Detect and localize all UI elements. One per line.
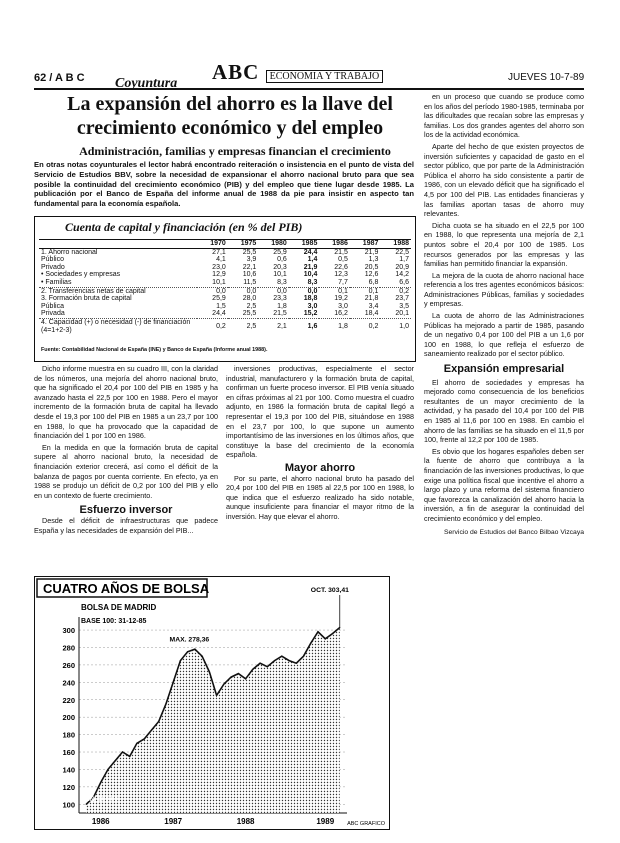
paragraph: Dicho informe muestra en su cuadro III, con la claridad de los números, una mejoría del ahorro nacional bruto, que ha significado el 20,4 por 100 del PIB en 1985 y ha avanzado hasta el 22,5 por 100 en 1988. Pero el mayor incremento de la formación bruta de capital ha llevado desde el 19,3 por 100 del PIB en 1985 a un 23,7 por 100 en 1988, lo que ha provocado que la capacidad de financiación del 1 por 100 en 1986. xyxy=(34,364,218,441)
column-1 xyxy=(34,364,218,537)
paragraph: En la medida en que la formación bruta de capital supere al ahorro nacional bruto, la necesidad de financiación exterior crecerá, así como el déficit de la balanza de pagos por cuenta corriente. En efecto, ya en 1988 se produjo un déficit de 0,2 por 100 del PIB y ello en un contexto de fuerte crecimiento. xyxy=(34,442,218,500)
paragraph: La mejora de la cuota de ahorro nacional hace referencia a los tres agentes económicos básicos: Administraciones Públicas, familias y sociedades y empresas. xyxy=(424,270,584,309)
row-label: Público xyxy=(41,256,64,264)
paragraph: inversiones productivas, especialmente el sector industrial, manufacturero y la formación bruta de capital, confirman un fuerte proceso inversor. El PIB venía situado en cifras próximas al 21 por 100. Como muestra el cuadro adjunto, en 1986 la formación bruta de capital llegó a representar el 19,3 por 100 del PIB, situándose en 1988 en el 23,7 por 100, lo que supone un aumento importantísimo de las inversiones en los últimos años, que constituye la base del crecimiento de la economía española. xyxy=(226,364,414,460)
data-point xyxy=(151,730,152,731)
cell-value: 1,0 xyxy=(399,322,409,330)
cell-value: 23,7 xyxy=(395,295,409,303)
data-point xyxy=(122,751,123,752)
row-label: 4. Capacidad (+) o necesidad (-) de financiación (4=1+2-3) xyxy=(41,318,191,334)
chart-title: CUATRO AÑOS DE BOLSA xyxy=(43,581,210,596)
data-table xyxy=(39,239,411,334)
current-annotation: OCT. 303,41 xyxy=(310,587,349,594)
table-row xyxy=(39,287,411,295)
cell-value: 22,1 xyxy=(242,263,257,271)
cell-value: 1,8 xyxy=(277,302,287,310)
data-point xyxy=(209,671,210,672)
cell-value: 10,6 xyxy=(242,271,257,279)
cell-value: 0,1 xyxy=(368,287,379,295)
cell-value: 2,1 xyxy=(277,322,287,330)
cell-value: 15,2 xyxy=(303,310,318,318)
cell-value: 23,0 xyxy=(212,263,226,271)
table-title: Cuenta de capital y financiación (en % del PIB) xyxy=(65,220,303,234)
data-point xyxy=(274,660,275,661)
data-point xyxy=(252,669,253,670)
cell-value: 14,2 xyxy=(395,271,409,279)
cell-value: 22,5 xyxy=(395,248,409,256)
table-row xyxy=(39,271,411,279)
cell-value: 3,0 xyxy=(307,302,318,310)
cell-value: 23,3 xyxy=(273,295,287,303)
y-tick-label: 180 xyxy=(62,730,75,740)
data-point xyxy=(231,677,232,678)
y-tick-label: 200 xyxy=(62,713,75,723)
cell-value: 3,5 xyxy=(399,302,409,310)
table-row xyxy=(39,310,411,318)
data-point xyxy=(107,769,108,770)
year-header: 1987 xyxy=(350,240,381,249)
cell-value: 12,9 xyxy=(212,271,226,279)
cell-value: 0,5 xyxy=(338,256,348,264)
max-annotation: MAX. 278,36 xyxy=(169,636,210,644)
cell-value: 10,1 xyxy=(212,278,226,286)
cell-value: 22,6 xyxy=(334,263,348,271)
cell-value: 21,9 xyxy=(303,263,318,271)
chart-base-note: BASE 100: 31-12-85 xyxy=(81,618,147,625)
data-point xyxy=(245,678,246,679)
data-point xyxy=(115,760,116,761)
cell-value: 7,7 xyxy=(338,278,348,286)
data-point xyxy=(202,656,203,657)
chart-credit: ABC GRAFICO xyxy=(347,821,385,827)
cell-value: 18,8 xyxy=(303,295,318,303)
cell-value: 25,9 xyxy=(273,248,287,256)
data-point xyxy=(281,656,282,657)
cell-value: 11,5 xyxy=(243,278,257,286)
cell-value: 21,8 xyxy=(364,295,379,303)
year-header: 1975 xyxy=(228,240,259,249)
cell-value: 1,4 xyxy=(307,256,318,264)
year-header: 1988 xyxy=(380,240,411,249)
table-row xyxy=(39,256,411,264)
year-header: 1985 xyxy=(289,240,320,249)
cell-value: 10,4 xyxy=(303,271,318,279)
cell-value: 21,5 xyxy=(273,310,287,318)
cell-value: 19,2 xyxy=(334,295,348,303)
data-point xyxy=(332,633,333,634)
subhead-esfuerzo: Esfuerzo inversor xyxy=(79,504,173,517)
data-point xyxy=(100,782,101,783)
min-annotation: MIN. 100,00 xyxy=(82,795,119,803)
cell-value: 21,9 xyxy=(364,248,379,256)
table-row xyxy=(39,264,411,272)
cell-value: 0,0 xyxy=(216,287,226,295)
data-point xyxy=(238,673,239,674)
section-label: Coyuntura xyxy=(115,76,178,91)
data-point xyxy=(129,756,130,757)
cell-value: 0,1 xyxy=(338,287,348,295)
cell-value: 8,3 xyxy=(277,278,287,286)
cell-value: 0,6 xyxy=(277,256,287,264)
data-point xyxy=(296,663,297,664)
paragraph: La cuota de ahorro de las Administraciones Públicas ha mejorado a partir de 1985, pasando de un negativo 0,4 por 100 del PIB a un 1,6 por 100 en 1988, lo que refleja el esfuerzo de saneamiento realizado por el sector público. xyxy=(424,311,584,359)
article-lead: En otras notas coyunturales el lector habrá encontrado reiteración o insistencia en el punto de vista del Servicio de Estudios BBV, sobre la necesidad de expansionar el ahorro nacional bruto para que sea posible la continuidad del crecimiento económico (PIB) y del empleo que tiene lugar desde 1985. La publicación por el Banco de España del informe anual de 1988 da pie para insistir en aspecto tan fundamental para la economía española. xyxy=(34,160,414,209)
logo-text: ABC xyxy=(212,60,260,84)
issue-date: JUEVES 10-7-89 xyxy=(508,72,585,83)
data-point xyxy=(259,663,260,664)
signature: Servicio de Estudios del Banco Bilbao Vizcaya xyxy=(443,528,584,536)
paragraph: Desde el déficit de infraestructuras que padece España y las necesidades de expansión del PIB... xyxy=(34,515,218,535)
row-label: 2. Transferencias netas de capital xyxy=(41,287,146,295)
cell-value: 6,6 xyxy=(399,278,409,286)
paragraph: Aparte del hecho de que existen proyectos de inversión suficientes y capacidad de gasto en el sector público, que por parte de la Administración Pública el ahorro ha sido consistente a partir de 1986, con un elevado déficit que ha significado el 4,5 por 100 del PIB. Las entidades financieras y las familias aportan tasas de ahorro muy relevantes. xyxy=(424,141,584,219)
column-3 xyxy=(424,92,584,832)
chart-subtitle: BOLSA DE MADRID xyxy=(81,603,157,612)
y-tick-label: 300 xyxy=(62,626,75,636)
cell-value: 21,5 xyxy=(334,248,348,256)
data-point xyxy=(310,643,311,644)
cell-value: 1,7 xyxy=(399,256,409,264)
row-label: Privada xyxy=(41,310,65,318)
cell-value: 0,0 xyxy=(307,287,318,295)
cell-value: 25,5 xyxy=(242,310,257,318)
cell-value: 27,1 xyxy=(212,248,226,256)
x-tick-label: 1986 xyxy=(91,817,110,826)
row-label: 3. Formación bruta de capital xyxy=(41,295,132,303)
cell-value: 24,4 xyxy=(303,248,318,256)
cell-value: 25,9 xyxy=(212,295,226,303)
cell-value: 20,5 xyxy=(364,263,379,271)
logo-tag: ECONOMIA Y TRABAJO xyxy=(266,70,384,83)
table-row xyxy=(39,295,411,303)
data-point xyxy=(194,649,195,650)
cell-value: 1,3 xyxy=(368,256,379,264)
data-point xyxy=(317,631,318,632)
data-point xyxy=(325,638,326,639)
y-tick-label: 160 xyxy=(62,748,75,758)
cell-value: 2,5 xyxy=(246,302,257,310)
data-point xyxy=(165,704,166,705)
cell-value: 3,0 xyxy=(338,302,348,310)
data-point xyxy=(173,682,174,683)
cell-value: 12,3 xyxy=(334,271,348,279)
cell-value: 0,0 xyxy=(277,287,287,295)
article-title: La expansión del ahorro es la llave del crecimiento económico y del empleo xyxy=(67,93,393,139)
data-point xyxy=(303,656,304,657)
row-label: Pública xyxy=(41,302,64,310)
cell-value: 16,2 xyxy=(334,310,348,318)
stock-chart xyxy=(34,576,390,830)
cell-value: 1,8 xyxy=(338,322,348,330)
cell-value: 0,2 xyxy=(399,287,409,295)
article-subtitle: Administración, familias y empresas financian el crecimiento xyxy=(79,144,391,158)
cell-value: 18,4 xyxy=(364,310,379,318)
cell-value: 1,6 xyxy=(307,322,318,330)
cell-value: 12,6 xyxy=(364,271,379,279)
data-point xyxy=(136,743,137,744)
paragraph: Es obvio que los hogares españoles deben ser la fuente de ahorro que contribuya a la financiación de las inversiones productivas, lo que exige una política fiscal que incentive el ahorro a largo plazo y una reforma del sistema financiero que favorezca la canalización del ahorro hacia la inversión, a fin de asegurar la continuidad del crecimiento económico y del empleo. xyxy=(424,446,584,523)
x-tick-label: 1987 xyxy=(164,817,183,826)
cell-value: 28,0 xyxy=(242,295,257,303)
chart-svg xyxy=(35,577,389,829)
cell-value: 2,5 xyxy=(246,322,257,330)
cell-value: 0,0 xyxy=(246,287,257,295)
x-tick-label: 1989 xyxy=(316,817,335,826)
cell-value: 1,5 xyxy=(216,302,226,310)
table-row xyxy=(39,303,411,311)
cell-value: 10,1 xyxy=(273,271,287,279)
data-point xyxy=(223,683,224,684)
y-tick-label: 260 xyxy=(62,660,75,670)
row-label: Privado xyxy=(41,263,65,271)
cell-value: 0,2 xyxy=(216,322,226,330)
cell-value: 20,1 xyxy=(395,310,409,318)
cell-value: 20,9 xyxy=(395,263,409,271)
data-point xyxy=(267,666,268,667)
table-header-row xyxy=(39,240,411,249)
cell-value: 24,4 xyxy=(212,310,226,318)
data-point xyxy=(216,695,217,696)
cell-value: 8,3 xyxy=(307,278,318,286)
table-row xyxy=(39,279,411,287)
table-row xyxy=(39,318,411,334)
y-tick-label: 140 xyxy=(62,765,75,775)
table-header-label xyxy=(39,240,197,249)
table-source: Fuente: Contabilidad Nacional de España (INE) y Banco de España (Informe anual 1988). xyxy=(41,347,268,353)
series-area xyxy=(86,628,340,814)
table-row xyxy=(39,248,411,256)
data-point xyxy=(144,738,145,739)
page-number: 62 / A B C xyxy=(34,72,85,84)
year-header: 1970 xyxy=(197,240,228,249)
subhead-mayor-ahorro: Mayor ahorro xyxy=(284,461,356,474)
cell-value: 3,4 xyxy=(368,302,379,310)
paragraph: en un proceso que cuando se produce como en los años del período 1980-1985, terminaba por las dificultades que recaían sobre las empresas y familias. Los dos grandes agentes del ahorro son los de la actividad económica. xyxy=(424,92,584,140)
masthead-logo xyxy=(212,60,383,85)
y-tick-label: 240 xyxy=(62,678,75,688)
cell-value: 0,2 xyxy=(368,322,379,330)
cell-value: 6,8 xyxy=(368,278,379,286)
column-2 xyxy=(226,364,414,524)
cell-value: 20,3 xyxy=(273,263,287,271)
row-label: 1. Ahorro nacional xyxy=(41,248,98,256)
data-point xyxy=(180,660,181,661)
x-tick-label: 1988 xyxy=(236,817,255,826)
data-point xyxy=(288,660,289,661)
subhead-expansion: Expansión empresarial xyxy=(443,363,565,376)
paragraph: El ahorro de sociedades y empresas ha mejorado como consecuencia de los beneficios resultantes de un mayor crecimiento de la actividad, y ha pasado del 10,4 por 100 del PIB en 1985 al 11,6 por 100 en 1988. En cambio el ahorro de las familias se ha situado en el 11,5 por 100, frente al 12,2 por 100 de 1985. xyxy=(424,377,584,445)
paragraph: Dicha cuota se ha situado en el 22,5 por 100 en 1988, lo que representa una mejoría de 2,1 puntos sobre el 20,4 por 100 de 1985. Los recursos generados por las empresas y las familias han permitido financiar la expansión. xyxy=(424,220,584,269)
y-tick-label: 280 xyxy=(62,643,75,653)
cell-value: 4,1 xyxy=(216,256,226,264)
paragraph: Por su parte, el ahorro nacional bruto ha pasado del 20,4 por 100 del PIB en 1985 al 22,5 por 100 en 1988, lo que indica que el esfuerzo realizado ha sido notable, aunque insuficiente para financiar el mayor ritmo de la inversión. Hay que elevar el ahorro. xyxy=(226,473,414,521)
data-point xyxy=(187,651,188,652)
data-point xyxy=(86,804,87,805)
cell-value: 3,9 xyxy=(246,256,257,264)
row-label: • Familias xyxy=(41,278,72,286)
row-label: • Sociedades y empresas xyxy=(41,271,121,279)
year-header: 1986 xyxy=(319,240,350,249)
y-tick-label: 220 xyxy=(62,695,75,705)
capital-table xyxy=(34,216,416,362)
cell-value: 25,5 xyxy=(242,248,257,256)
y-tick-label: 120 xyxy=(62,782,75,792)
y-tick-label: 100 xyxy=(62,800,75,810)
year-header: 1980 xyxy=(258,240,289,249)
header-rule xyxy=(34,88,584,90)
data-point xyxy=(158,721,159,722)
